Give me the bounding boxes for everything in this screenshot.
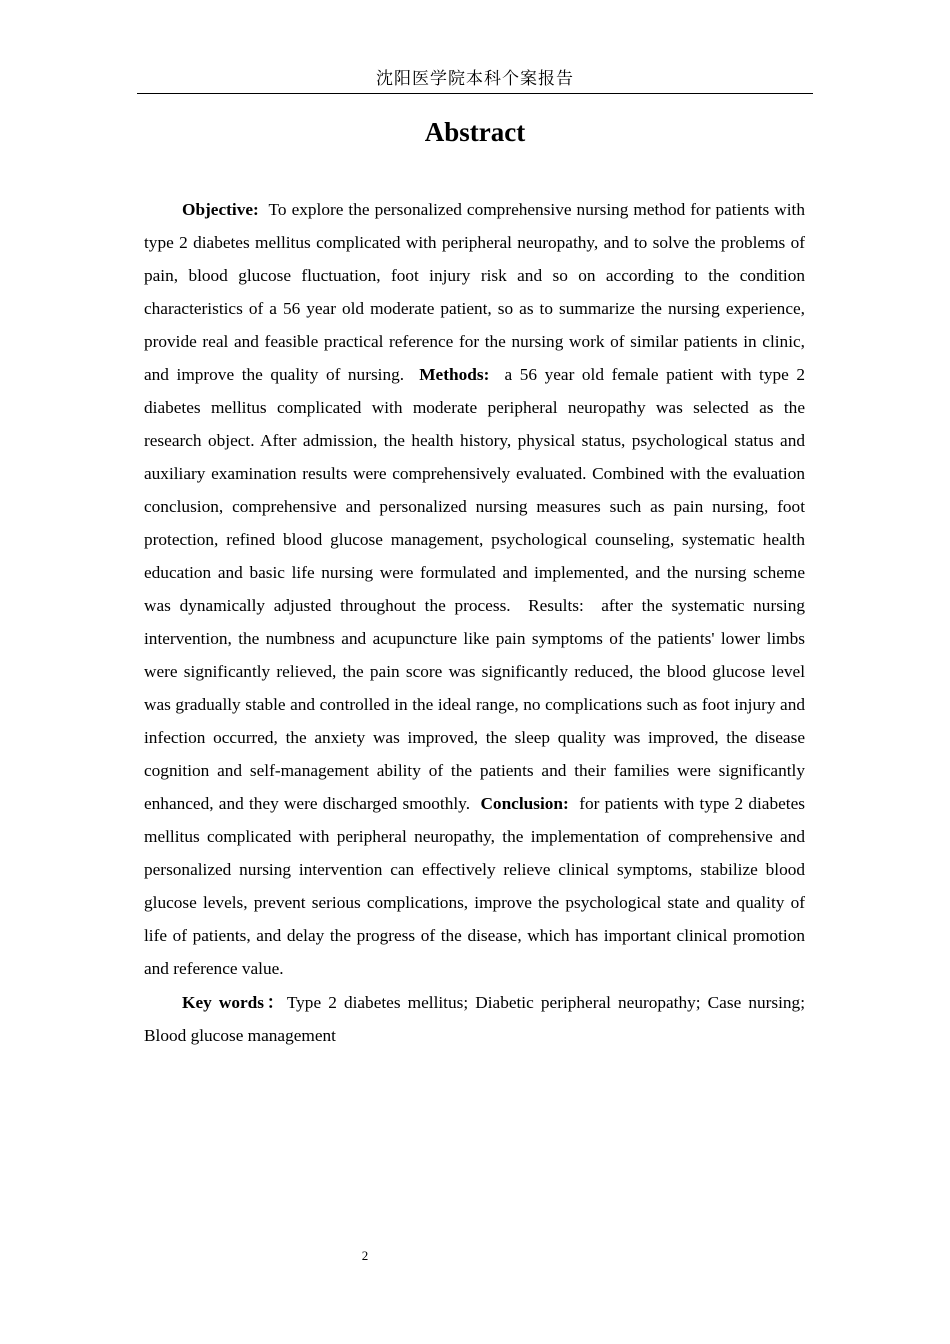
methods-text: a 56 year old female patient with type 2 diabetes mellitus complicated with moderate peripheral neuropathy was selected as the research object. After admission, the health history, physical status, psychological status and auxiliary examination results were comprehensively evaluated. Combined with the evaluation conclusion, comprehensive and personalized nursing measures such as pain nursing, foot protection, refined blood glucose management, psychological counseling, systematic health education and basic life nursing were formulated and implemented, and the nursing scheme was dynamically adjusted throughout the process. xyxy=(144,365,806,615)
objective-label: Objective: xyxy=(182,200,259,219)
results-text: after the systematic nursing intervention, the numbness and acupuncture like pain symptoms of the patients' lower limbs were significantly relieved, the pain score was significantly reduced, the blood glucose level was gradually stable and controlled in the ideal range, no complications such as foot injury and infection occurred, the anxiety was improved, the sleep quality was improved, the disease cognition and self-management ability of the patients and their families were significantly enhanced, and they were discharged smoothly. xyxy=(144,596,806,813)
results-label: Results: xyxy=(528,596,584,615)
methods-label: Methods: xyxy=(419,365,490,384)
conclusion-text: for patients with type 2 diabetes mellitus complicated with peripheral neuropathy, the implementation of comprehensive and personalized nursing intervention can effectively relieve clinical symptoms, stabilize blood glucose levels, prevent serious complications, improve the psychological state and quality of life of patients, and delay the progress of the disease, which has important clinical promotion and reference value. xyxy=(144,794,805,978)
keywords-text: Type 2 diabetes mellitus; Diabetic peripheral neuropathy; Case nursing; Blood glucose management xyxy=(144,993,805,1045)
conclusion-label: Conclusion: xyxy=(480,794,569,813)
page-title: Abstract xyxy=(424,117,526,147)
keywords-label: Key words： xyxy=(182,993,287,1012)
keywords-paragraph xyxy=(144,986,805,1052)
abstract-body xyxy=(144,193,805,1052)
abstract-paragraph xyxy=(144,193,805,985)
running-header: 沈阳医学院本科个案报告 xyxy=(137,66,813,94)
objective-text: To explore the personalized comprehensive nursing method for patients with type 2 diabetes mellitus complicated with peripheral neuropathy, and to solve the problems of pain, blood glucose fluctuation, foot injury risk and so on according to the condition characteristics of a 56 year old moderate patient, so as to summarize the nursing experience, provide real and feasible practical reference for the nursing work of similar patients in clinic, and improve the quality of nursing. xyxy=(144,200,805,384)
page-number: 2 xyxy=(361,1248,369,1263)
